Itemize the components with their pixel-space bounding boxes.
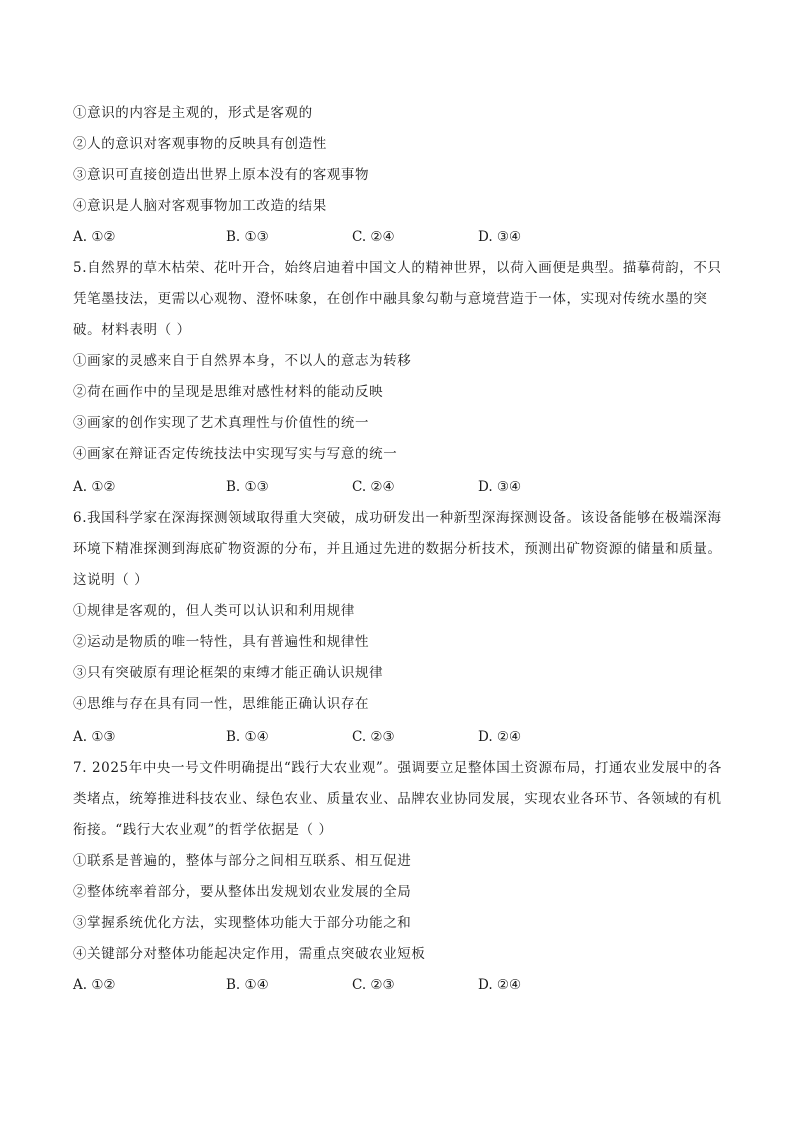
q7-statement-1: ①联系是普遍的，整体与部分之间相互联系、相互促进 — [73, 853, 412, 869]
q6-options — [73, 727, 733, 747]
q6-stem-line-3: 这说明（ ） — [73, 572, 149, 588]
q7-option-a: A. ①② — [73, 977, 116, 993]
q6-statement-2: ②运动是物质的唯一特性，具有普遍性和规律性 — [73, 634, 370, 650]
q4-statement-4: ④意识是人脑对客观事物加工改造的结果 — [73, 198, 327, 214]
q6-statement-1: ①规律是客观的，但人类可以认识和利用规律 — [73, 603, 355, 619]
q7-stem-line-1: 7. 2025年中央一号文件明确提出“践行大农业观”。强调要立足整体国土资源布局，打通农业发展中的各 — [73, 760, 722, 776]
q5-option-d: D. ③④ — [478, 479, 522, 495]
q7-statement-2: ②整体统率着部分，要从整体出发规划农业发展的全局 — [73, 884, 412, 900]
q6-stem-line-2: 环境下精准探测到海底矿物资源的分布，并且通过先进的数据分析技术，预测出矿物资源的储量和质量。 — [73, 541, 722, 557]
q7-option-d: D. ②④ — [478, 977, 522, 993]
q4-option-d: D. ③④ — [478, 229, 522, 245]
q7-options — [73, 975, 733, 995]
q4-option-a: A. ①② — [73, 229, 116, 245]
q5-stem-line-3: 破。材料表明（ ） — [73, 322, 191, 338]
q5-options — [73, 477, 733, 497]
q4-option-b: B. ①③ — [226, 229, 269, 245]
q6-stem-line-1: 6.我国科学家在深海探测领域取得重大突破，成功研发出一种新型深海探测设备。该设备能够在极端深海 — [73, 510, 722, 526]
q6-option-b: B. ①④ — [226, 729, 269, 745]
q5-statement-4: ④画家在辩证否定传统技法中实现写实与写意的统一 — [73, 446, 398, 462]
q7-statement-4: ④关键部分对整体功能起决定作用，需重点突破农业短板 — [73, 946, 426, 962]
q4-statement-3: ③意识可直接创造出世界上原本没有的客观事物 — [73, 167, 370, 183]
q4-option-c: C. ②④ — [352, 229, 395, 245]
q6-option-c: C. ②③ — [352, 729, 395, 745]
q4-options — [73, 227, 733, 247]
q6-statement-4: ④思维与存在具有同一性，思维能正确认识存在 — [73, 696, 370, 712]
q7-option-c: C. ②③ — [352, 977, 395, 993]
q6-option-a: A. ①③ — [73, 729, 116, 745]
q4-statement-2: ②人的意识对客观事物的反映具有创造性 — [73, 136, 327, 152]
q6-option-d: D. ②④ — [478, 729, 522, 745]
q5-stem-line-2: 凭笔墨技法，更需以心观物、澄怀味象，在创作中融具象勾勒与意境营造于一体，实现对传统水墨的突 — [73, 291, 708, 307]
q7-stem-line-2: 类堵点，统筹推进科技农业、绿色农业、质量农业、品牌农业协同发展，实现农业各环节、各领域的有机 — [73, 791, 722, 807]
q7-option-b: B. ①④ — [226, 977, 269, 993]
q7-statement-3: ③掌握系统优化方法，实现整体功能大于部分功能之和 — [73, 915, 412, 931]
q5-statement-2: ②荷在画作中的呈现是思维对感性材料的能动反映 — [73, 384, 384, 400]
q5-option-b: B. ①③ — [226, 479, 269, 495]
q5-stem-line-1: 5.自然界的草木枯荣、花叶开合，始终启迪着中国文人的精神世界，以荷入画便是典型。描摹荷韵，不只 — [73, 260, 722, 276]
q5-option-c: C. ②④ — [352, 479, 395, 495]
q4-statement-1: ①意识的内容是主观的，形式是客观的 — [73, 105, 313, 121]
q7-stem-line-3: 衔接。“践行大农业观”的哲学依据是（ ） — [73, 822, 333, 838]
q5-statement-1: ①画家的灵感来自于自然界本身，不以人的意志为转移 — [73, 353, 412, 369]
q5-statement-3: ③画家的创作实现了艺术真理性与价值性的统一 — [73, 415, 370, 431]
q6-statement-3: ③只有突破原有理论框架的束缚才能正确认识规律 — [73, 665, 384, 681]
q5-option-a: A. ①② — [73, 479, 116, 495]
